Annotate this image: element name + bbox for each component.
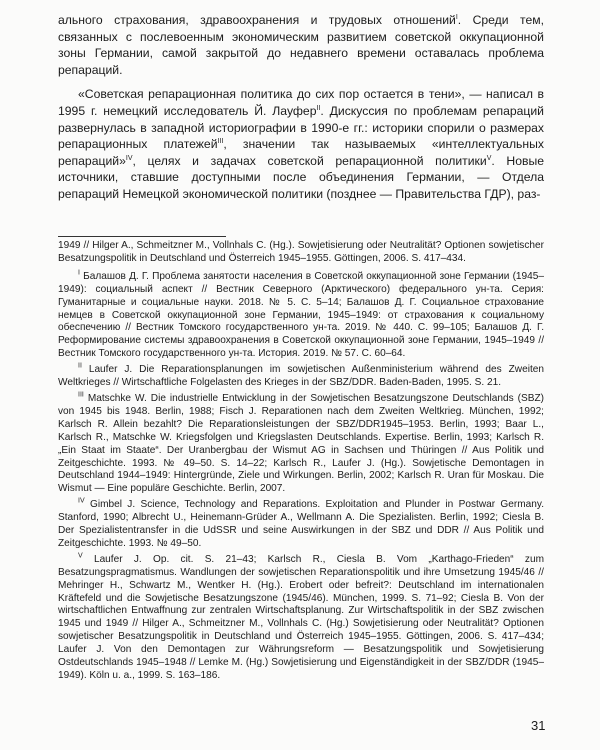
footnote-1-text: Балашов Д. Г. Проблема занятости населения в Советской оккупационной зоне Германии (1945–1949): социальный аспект // Вестник Северного (Арктического) федерального ун-та. Серия: Гуманитарные и социальные науки. 2018. № 5. С. 5–14; Балашов Д. Г. Социальное страхование немцев в Советской оккупационной зоне Германии, 1945–1949: от страхования к социальному обеспечению // Вестник Томского государственного ун-та. 2019. № 440. С. 99–105; Балашов Д. Г. Реформирование системы здравоохранения в Советской оккупационной зоне Германии, 1945–1949 // Вестник Томского государственного ун-та. История. 2019. № 57. С. 60–64. [58, 270, 544, 360]
footnote-4-text: Gimbel J. Science, Technology and Reparations. Exploitation and Plunder in Postwar Germany. Stanford, 1990; Albrecht U., Heinemann-Grüder A., Wellmann A. Die Spezialisten. Berlin, 1992; Ciesla B. Der Spezialistentransfer in die UdSSR und seine Auswirkungen in der SBZ und DDR // Aus Politik und Zeitgeschichte. 1993. № 49–50. [58, 499, 544, 549]
footnote-5-text: Laufer J. Op. cit. S. 21–43; Karlsch R., Ciesla B. Vom „Karthago-Frieden“ zum Besatzungspragmatismus. Wandlungen der sowjetischen Reparationspolitik und ihre Umsetzung 1945/46 // Mehringer H., Schwartz M., Wentker H. (Hg.). Erobert oder befreit?: Deutschland im internationalen Kräftefeld und die Sowjetische Besatzungszone (1945/46). München, 1999. S. 71–92; Ciesla B. Von der wirtschaftlichen Entwaffnung zur zentralen Wirtschaftsplanung. Zur Wirtschaftspolitik in der SBZ zwischen 1945 und 1949 // Hilger A., Schmeitzner M., Vollnhals C. (Hg.) Sowjetisierung oder Neutralität? Optionen sowjetischer Besatzungspolitik in Deutschland und Österreich 1945–1955. Göttingen, 2006. S. 417–434; Laufer J. Von den Demontagen zur Währungsreform — Besatzungspolitik und Sowjetisierung Ostdeutschlands 1945–1948 // Lemke M. (Hg.) Sowjetisierung und Eigenständigkeit in der SBZ/DDR (1945–1949). Köln u. a., 1999. S. 163–186. [58, 553, 544, 681]
footnote-5-mark: V [78, 552, 83, 560]
footnote-1 [58, 271, 544, 361]
reference-mark: I [455, 13, 458, 21]
paragraph-2: «Советская репарационная политика до сих пор остается в тени», — написал в 1995 г. немецкий исследователь Й. Лауфер$^{II}$. Дискуссия по проблемам репараций развернулась в западной историографии в 1990-е гг.: историки спорили о размерах репарационных платежей$^{III}$, значении так называемых «интеллектуальных репараций»$^{IV}$, целях и задачах советской репарационной политики$^V$. Новые источники, ставшие доступными после объединения Германии, — Отдела репараций Немецкой экономической политики (позднее — Правительства ГДР), раз- [58, 87, 544, 201]
main-text [58, 12, 544, 203]
reference-mark: V [486, 154, 492, 162]
footnote-continuation: 1949 // Hilger A., Schmeitzner M., Vollnhals C. (Hg.). Sowjetisierung oder Neutralität? Optionen sowjetischer Besatzungspolitik in Deutschland und Österreich 1945–1955. Göttingen, 2006. S. 417–434. [58, 240, 544, 264]
footnote-5 [58, 554, 544, 683]
reference-mark: IV [125, 154, 133, 162]
reference-mark: III [217, 138, 224, 146]
footnote-2 [58, 364, 544, 390]
footnote-3-mark: III [78, 391, 84, 399]
reference-mark: II [316, 104, 321, 112]
paragraph-1 [58, 12, 544, 78]
page-number: 31 [531, 718, 546, 733]
footnotes [58, 240, 544, 686]
footnote-separator [58, 236, 226, 237]
footnote-3-text: Matschke W. Die industrielle Entwicklung in der Sowjetischen Besatzungszone Deutschlands (SBZ) von 1945 bis 1948. Berlin, 1988; Fisch J. Reparationen nach dem Zweiten Weltkrieg. München, 1992; Karlsch R. Allein bezahlt? Die Reparationsleistungen der SBZ/DDR1945–1953. Berlin, 1993; Baar L., Karlsch R., Matschke W. Kriegsfolgen und Kriegslasten Deutschlands. Expertise. Berlin, 1993; Karlsch R. „Ein Staat im Staate“. Der Uranbergbau der Wismut AG in Sachsen und Thüringen // Aus Politik und Zeitgeschichte. 1993. № 49–50. S. 14–22; Karlsch R., Laufer J. (Hg.). Sowjetische Demontagen in Deutschland 1944–1949: Hintergründe, Ziele und Wirkungen. Berlin, 2002; Karlsch R. Uran für Moskau. Die Wismut — Eine populäre Geschichte. Berlin, 2007. [58, 392, 544, 495]
footnote-2-text: Laufer J. Die Reparationsplanungen im sowjetischen Außenministerium während des Zweiten Weltkrieges // Wirtschaftliche Folgelasten des Krieges in der SBZ/DDR. Baden-Baden, 1995. S. 21. [58, 364, 544, 389]
footnote-1-mark: I [78, 269, 80, 277]
footnote-4 [58, 499, 544, 551]
paragraph-1-text: ального страхования, здравоохранения и трудовых отношений$^I$. Среди тем, связанных с послевоенным экономическим развитием советской оккупационной зоны Германии, самой закрытой до недавнего времени оставалась проблема репараций. [58, 13, 544, 77]
footnote-2-mark: II [78, 362, 82, 370]
footnote-3 [58, 393, 544, 496]
footnote-4-mark: IV [78, 497, 85, 505]
